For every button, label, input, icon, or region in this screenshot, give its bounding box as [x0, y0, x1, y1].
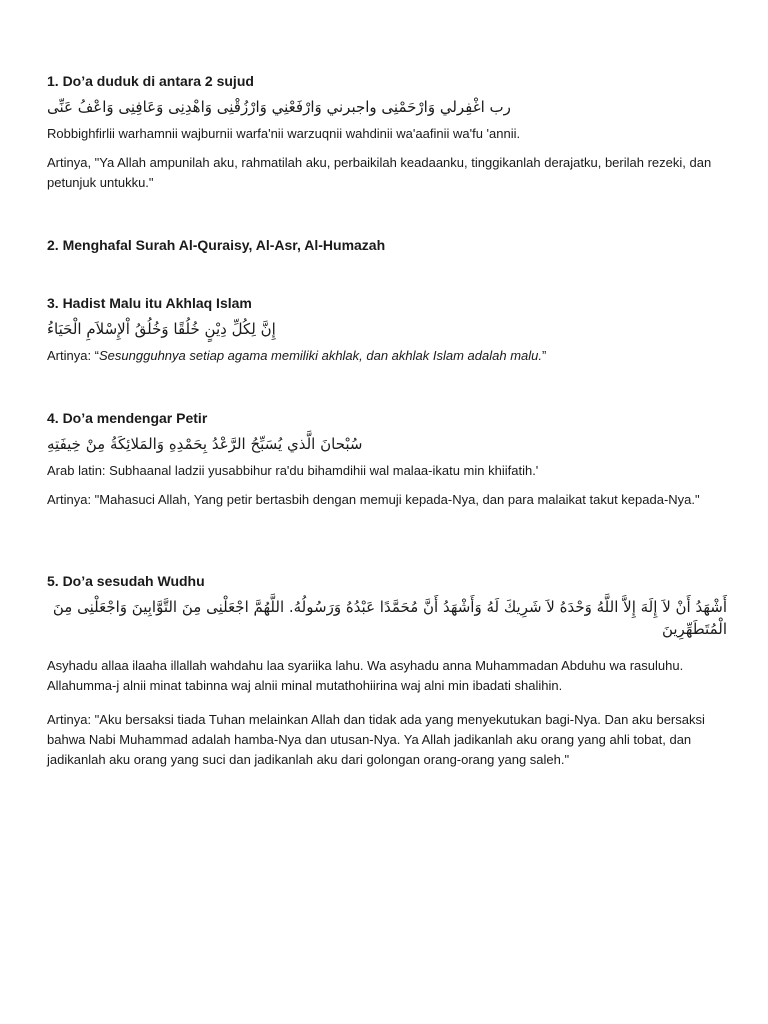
arabic-text: أَشْهَدُ أَنْ لاَ إِلَهَ إِلاَّ اللَّهُ وَحْدَهُ لاَ شَرِيكَ لَهُ وَأَشْهَدُ أَنَّ مُحَمَّدًا عَبْدُهُ وَرَسُولُهُ. اللَّهُمَّ اجْعَلْنِى مِنَ التَّوَّابِينَ وَاجْعَلْنِى مِنَ الْمُتَطَهِّرِينَ — [52, 598, 727, 638]
section-heading: 5. Do’a sesudah Wudhu — [47, 573, 205, 589]
section-hadist-malu — [47, 294, 727, 366]
section-heading: 4. Do’a mendengar Petir — [47, 410, 208, 426]
arabic-text: إِنَّ لِكُلِّ دِيْنٍ خُلُقًا وَخُلُقُ اْلإِسْلاَمِ الْحَيَاءُ — [47, 320, 276, 338]
meaning-text: Artinya: "Aku bersaksi tiada Tuhan melainkan Allah dan tidak ada yang menyekutukan bagi-Nya. Dan aku bersaksi bahwa Nabi Muhammad adalah hamba-Nya dan utusan-Nya. Ya Allah jadikanlah aku orang yang ahli tobat, dan jadikanlah aku orang yang suci dan jadikanlah aku dari golongan orang-orang yang saleh." — [47, 712, 705, 767]
meaning-prefix: Artinya: “ — [47, 348, 100, 363]
arabic-text: سُبْحانَ الَّذي يُسَبِّحُ الرَّعْدُ بِحَمْدِهِ وَالمَلائِكَةُ مِنْ خِيفَتِهِ — [47, 435, 363, 453]
section-heading: 1. Do’a duduk di antara 2 sujud — [47, 73, 254, 89]
latin-transliteration: Robbighfirlii warhamnii wajburnii warfa'nii warzuqnii wahdinii wa'aafinii wa'fu 'annii. — [47, 126, 521, 141]
section-doa-wudhu — [47, 572, 727, 770]
meaning-text: Artinya: "Mahasuci Allah, Yang petir bertasbih dengan memuji kepada-Nya, dan para malaikat takut kepada-Nya." — [47, 492, 700, 507]
section-heading: 3. Hadist Malu itu Akhlaq Islam — [47, 295, 252, 311]
latin-transliteration: Asyhadu allaa ilaaha illallah wahdahu laa syariika lahu. Wa asyhadu anna Muhammadan Abduhu wa rasuluhu. Allahumma-j alnii minat tabinna waj alnii minal mutathohiirina waj alni min ibadati shalihin. — [47, 658, 684, 693]
meaning-text — [47, 346, 727, 366]
latin-transliteration: Arab latin: Subhaanal ladzii yusabbihur ra'du bihamdihii wal malaa-ikatu min khiifatih.' — [47, 463, 539, 478]
meaning-suffix: ” — [542, 348, 547, 363]
section-doa-petir — [47, 409, 727, 510]
arabic-text: رب اغْفِرلي وَارْحَمْنِى واجبرني وَارْفَعْنِي وَارْزُقْنِى وَاهْدِنِى وَعَافِنِى وَاعْفُ عَنِّى — [47, 98, 511, 116]
section-hafalan-surah — [47, 236, 727, 254]
section-doa-duduk — [47, 72, 727, 193]
section-heading: 2. Menghafal Surah Al-Quraisy, Al-Asr, Al-Humazah — [47, 237, 386, 253]
meaning-italic: Sesungguhnya setiap agama memiliki akhlak, dan akhlak Islam adalah malu. — [99, 348, 542, 363]
meaning-text: Artinya, "Ya Allah ampunilah aku, rahmatilah aku, perbaikilah keadaanku, tinggikanlah derajatku, berilah rezeki, dan petunjuk untukku." — [47, 155, 712, 190]
